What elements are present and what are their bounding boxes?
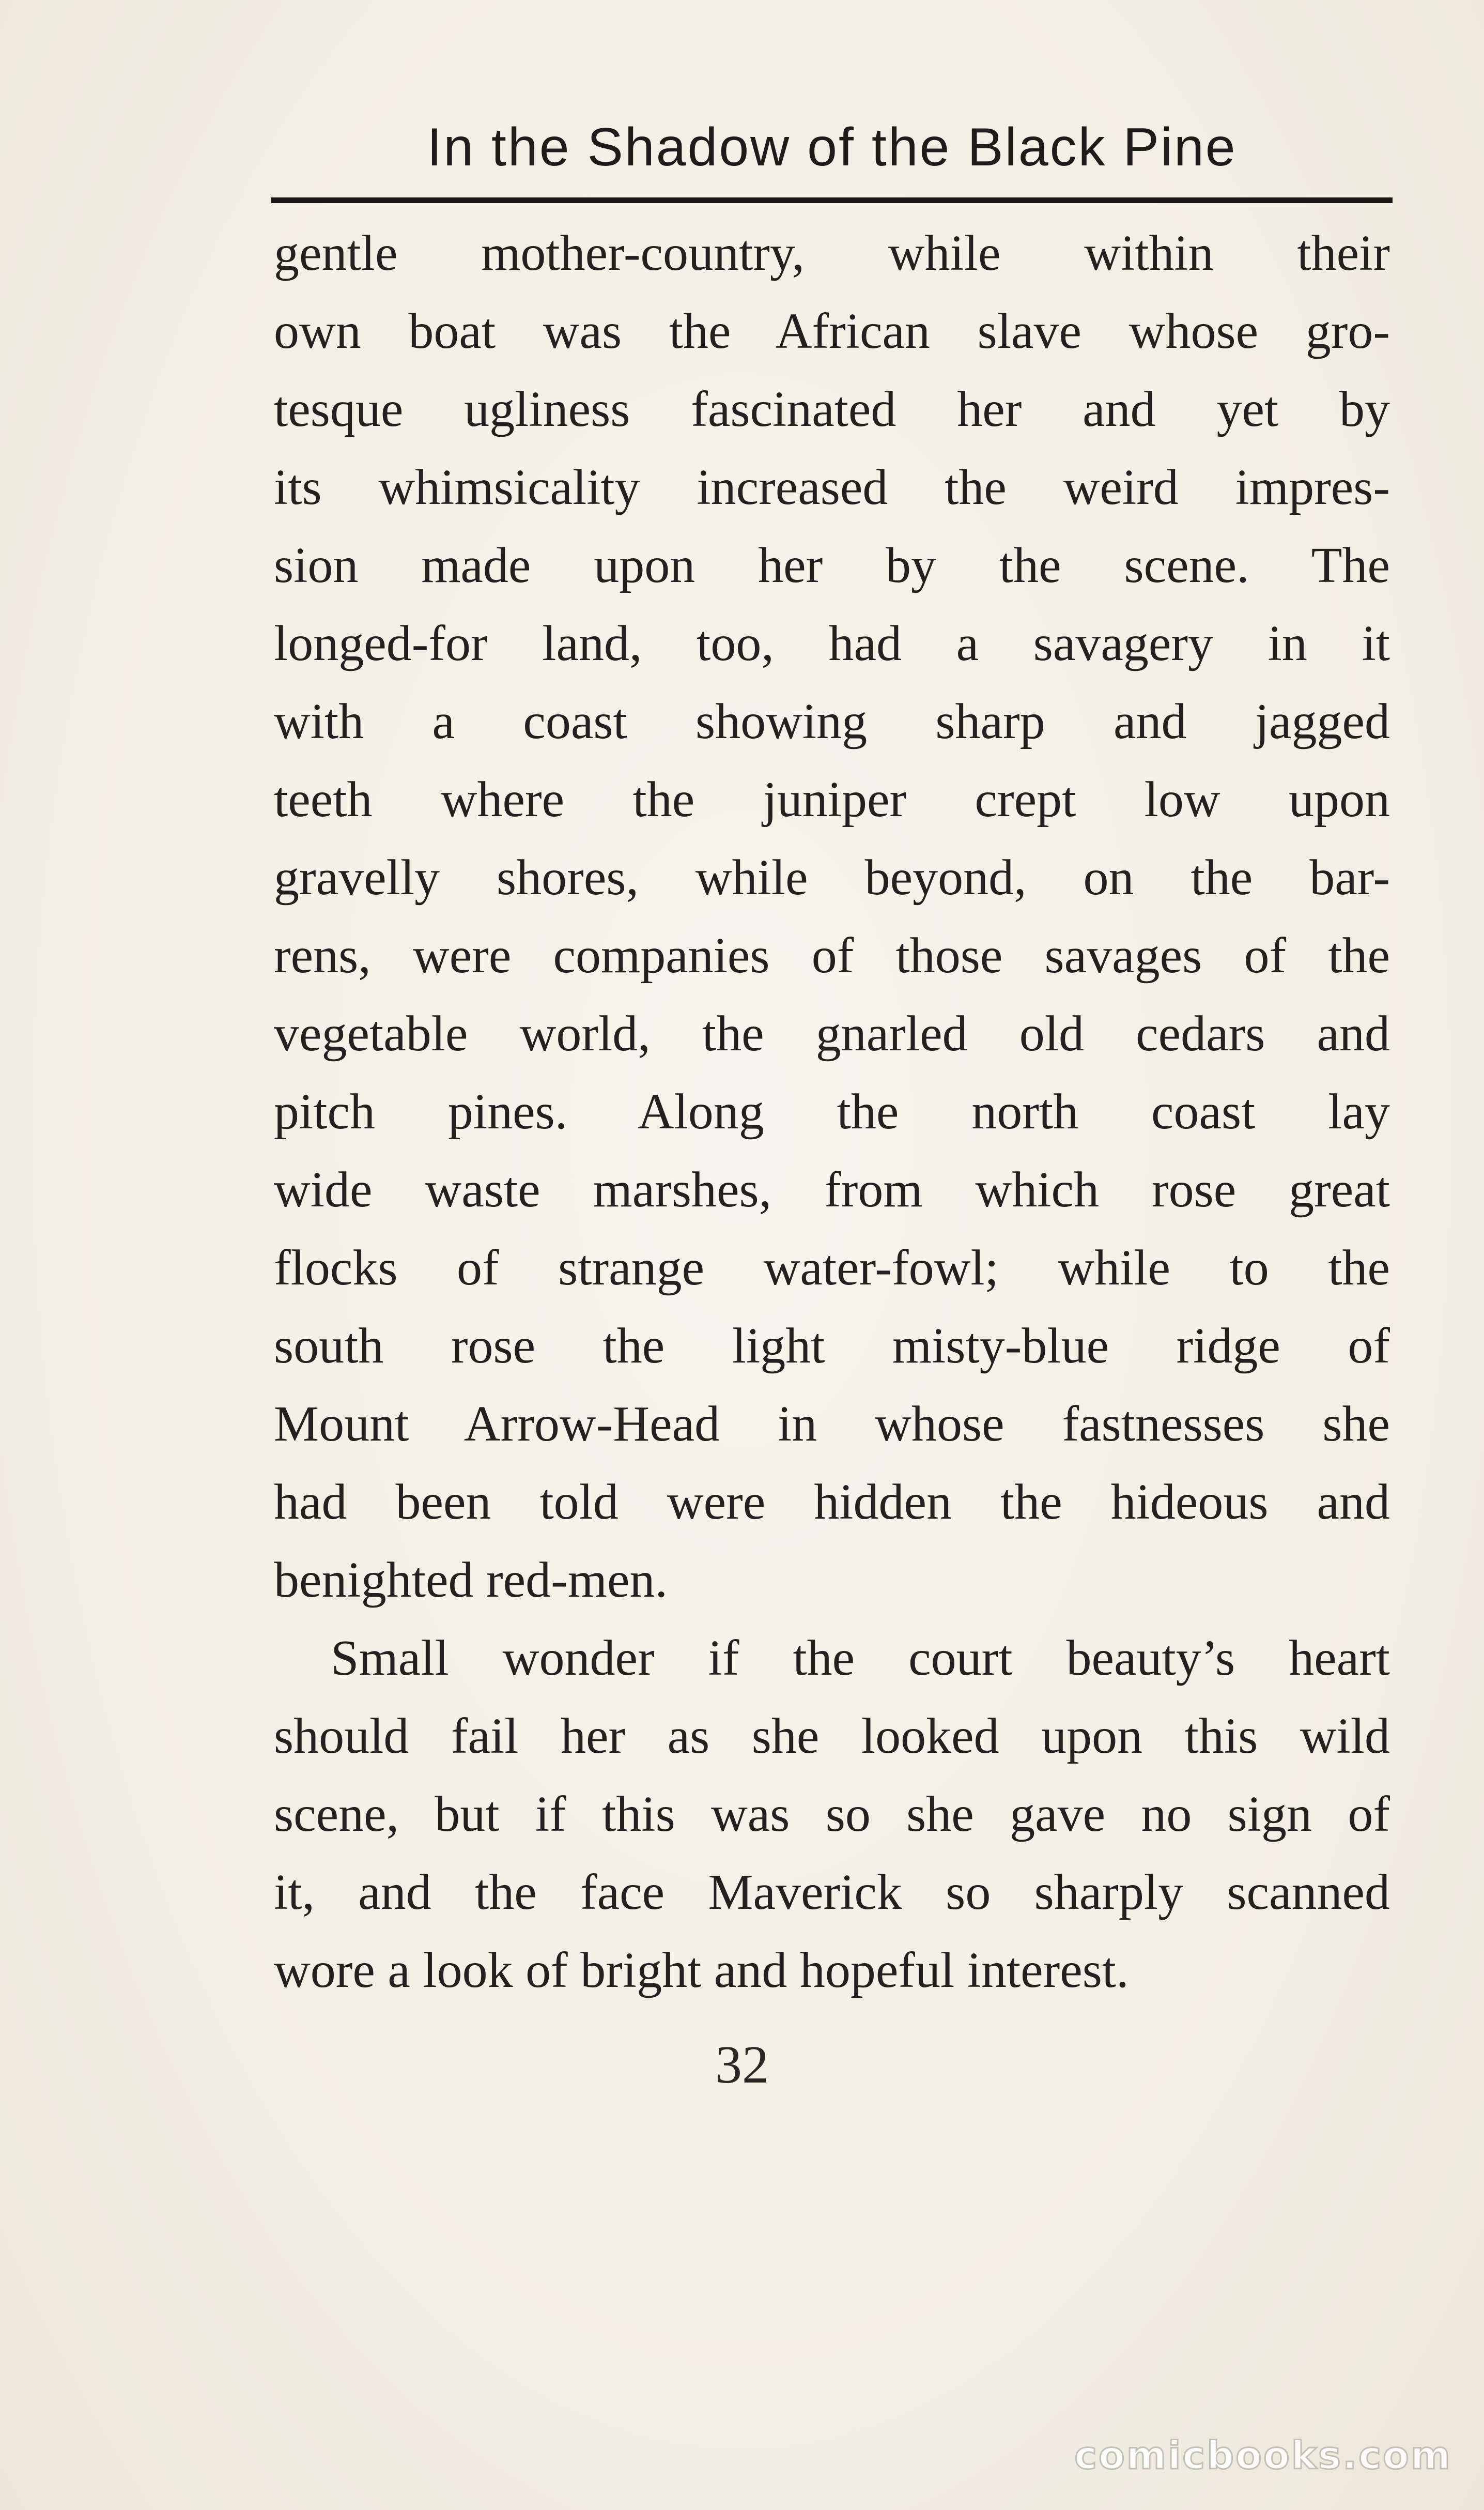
paragraph-2 — [274, 1619, 1390, 2010]
text-line: longed-for land, too, had a savagery in it — [274, 616, 1390, 671]
text-line: vegetable world, the gnarled old cedars and — [274, 1006, 1390, 1062]
text-line: rens, were companies of those savages of the — [274, 928, 1390, 984]
header-rule — [271, 197, 1393, 203]
text-line: benighted red-men. — [274, 1552, 668, 1608]
text-line: sion made upon her by the scene. The — [274, 538, 1390, 593]
text-line: teeth where the juniper crept low upon — [274, 772, 1390, 828]
text-line: gentle mother-country, while within their — [274, 225, 1390, 281]
body-text — [274, 215, 1390, 2010]
text-line: flocks of strange water-fowl; while to the — [274, 1240, 1390, 1296]
text-line: wore a look of bright and hopeful interest. — [274, 1942, 1129, 1998]
text-line: with a coast showing sharp and jagged — [274, 694, 1390, 749]
text-line: Small wonder if the court beauty’s heart — [331, 1630, 1390, 1686]
text-line: gravelly shores, while beyond, on the bar- — [274, 850, 1390, 906]
text-line: had been told were hidden the hideous and — [274, 1474, 1390, 1530]
running-head: In the Shadow of the Black Pine — [427, 117, 1237, 177]
text-line: wide waste marshes, from which rose great — [274, 1162, 1390, 1218]
text-line: south rose the light misty-blue ridge of — [274, 1318, 1390, 1374]
text-line: tesque ugliness fascinated her and yet by — [274, 381, 1390, 437]
text-line: pitch pines. Along the north coast lay — [274, 1084, 1390, 1140]
paragraph-1 — [274, 215, 1390, 1619]
text-line: own boat was the African slave whose gro- — [274, 303, 1390, 359]
text-line: it, and the face Maverick so sharply scanned — [274, 1864, 1390, 1920]
text-line: should fail her as she looked upon this wild — [274, 1708, 1390, 1764]
text-line: its whimsicality increased the weird impres- — [274, 460, 1390, 515]
watermark-logo: comicbooks.com — [1074, 2434, 1452, 2478]
page-number: 32 — [715, 2035, 769, 2094]
text-line: Mount Arrow-Head in whose fastnesses she — [274, 1396, 1390, 1452]
text-line: scene, but if this was so she gave no sign of — [274, 1786, 1390, 1842]
